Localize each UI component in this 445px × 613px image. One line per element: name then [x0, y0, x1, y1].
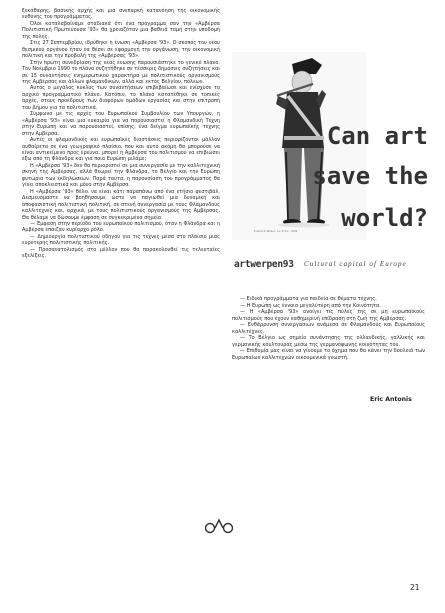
- article-bullet: — Δημιουργία πολιτιστικού οδηγού για τις τέχνες μέσα στο πλαίσιο μιας ευρύτερης πολιτιστικής πολιτικής.: [22, 233, 220, 247]
- article-bullet: — Επιθυμία μας είναι να γίνουμε το όχημα που θα κάνει την δουλειά των Ευρωπαίων καλλιτεχνών οικουμενικά γνωστή.: [232, 348, 425, 361]
- ad-headline-line: save the: [312, 162, 428, 190]
- painting-caption: Edouard Manet, Le Fifre, 1866: [254, 230, 298, 233]
- decorative-ornament-icon: [202, 518, 236, 536]
- ad-headline-line: world?: [341, 204, 428, 232]
- article-paragraph: Αυτός ο μεγάλος κύκλος των συναντήσεων επιβεβαίωσε και ενίσχυσε το αρχικό προγραμματικό πλάνο. Κατόπιν, το πλάνο κατατέθηκε σε τοπικές αρχές, στους προέδρους των διαφόρων ομάδων εργασίας και στην επιτροπή του Δήμου για τα πολιτιστικά.: [22, 85, 220, 111]
- article-bullet: — Ενθάρρυνση συνεργασιών ανάμεσα σε Φλαμανδούς και Ευρωπαίους καλλιτέχνες.: [232, 322, 425, 335]
- article-paragraph: ξεκάθαρης, βασικής αρχής και μια ανεπαρκή κατανόηση της οικονομικής ευθύνης του προγράμματος.: [22, 8, 220, 21]
- artwerpen-brand-logo: [232, 259, 432, 273]
- article-paragraph: Σύμφωνα με τις αρχές του Ευρωπαϊκού Συμβουλίου των Υπουργών, η «Αμβέρσα '93» είναι μια ευκαιρία για να παρουσιαστεί η Φλαμανδική Τέχνη στην Ευρώπη και να παρουσιαστεί, επίσης, ένα δείγμα ευρωπαϊκής τέχνης στην Αμβέρσα.: [22, 111, 220, 137]
- article-paragraph: Στην πρώτη συνεδρίαση της νέας ένωσης παρουσιάστηκε το γενικό πλάνο. Τον Νοέμβριο 1990 το πλάνο συζητήθηκε σε τέσσερις δημόσιες συζητήσεις και σε 15 συναντήσεις ενημερωτικού χαρακτήρα με πολιτιστικούς οργανισμούς της Αμβέρσας και άλλων φλαμανδικών, αλλά και εκτός Βελγίου, πόλεων.: [22, 59, 220, 85]
- article-bullet: — Η Ευρώπη ως έννοια μεγαλύτερη από την Κοινότητα.: [240, 302, 381, 309]
- article-paragraph: Αυτές οι φλαμανδικές και ευρωπαϊκές διαστάσεις περιορίζονται μάλλον αυθαίρετα σε ένα γεωγραφικό πλαίσιο, που και αυτό ακόμη θα μπορούσε να είναι αντικείμενο προς έρευνα: μπορεί η Αμβέρσα του πολιτισμού να επιβιώσει έξω από τη Φλάνδρα και για ποια Ευρώπη μιλάμε;: [22, 137, 220, 163]
- article-paragraph: Όλοι καταλαβαίναμε σταδιακά ότι ένα πρόγραμμα σαν την «Αμβέρσα Πολιτιστική Πρωτεύουσα '93» θα χρειαζόταν μια βαθειά τομή στην υποδομή της πόλης.: [22, 20, 220, 40]
- right-article-column: [232, 296, 425, 361]
- article-bullet: — Η «Αμβέρσα '93» ανοίγει τις πύλες της σε μη ευρωπαϊκούς πολιτισμούς που έχουν καθημερινή επίδραση στη ζωή της Αμβέρσας.: [232, 309, 425, 322]
- brand-tagline: Cultural capital of Europe: [304, 260, 407, 268]
- article-paragraph: Στις 27 Σεπτεμβρίου, ιδρύθηκε η ένωση «Αμβέρσα '93». Ο σκοπός του νέου θεσμικού οργάνου ήταν να θέσει σε εφαρμογή την οργάνωση, την οικονομική πολιτική και την προβολή της «Αμβέρσας '93».: [22, 40, 220, 60]
- article-paragraph: Η «Αμβέρσα '93» θέλει να είναι κάτι παραπάνω από ένα ετήσιο φεστιβάλ. Δεσμευόμαστε να βοηθήσουμε ώστε να παγιωθεί μια δυναμική και αποφασιστική πολιτιστική πολιτική, σε στενή συνεργασία με τους Φλαμανδούς καλλιτέχνες και, αρχικά, με τους πολιτιστικούς οργανισμούς της Αμβέρσας. Θα θέλαμε να δώσουμε έμφαση σε συγκεκριμένα σημεία.: [22, 188, 220, 221]
- brand-name: artwerpen93: [234, 259, 294, 270]
- page-number: 21: [410, 583, 420, 592]
- advertisement: [232, 52, 428, 244]
- article-bullet: — Το Βέλγιο ως σημείο συνάντησης της ολλανδικής, γαλλικής και γερμανικής κουλτούρας μέσω της γερμανόφωνης κοινότητας του.: [232, 335, 425, 348]
- article-bullet: — Προσανατολισμός στο μέλλον που θα παρακολουθεί τις τελευταίες εξελίξεις.: [22, 246, 220, 260]
- article-paragraph: Η «Αμβέρσα '93» δεν θα περιοριστεί σε μια συνεργασία με την καλλιτεχνική σκηνή της Αμβέρσας, αλλά θεωρεί την Φλάνδρα, το Βέλγιο και την Ευρώπη φυτώρια των εκδηλώσεων. Παρά ταύτα, η παρουσίαση του προγράμματος θα γίνει αποκλειστικά και μόνο στην Αμβέρσα.: [22, 162, 220, 189]
- author-signature: Eric Antonis: [370, 396, 412, 403]
- left-article-column: [22, 8, 220, 260]
- ad-headline-line: Can art: [326, 122, 428, 150]
- article-bullet: — Ειδικά προγράμματα για παιδεία σε θέματα τέχνης.: [240, 296, 377, 302]
- article-bullet: — Έμφαση στην περίοδο του ευρωπαϊκού πολιτισμού, όταν η Φλάνδρα και η Αμβέρσα έπαιζαν κυρίαρχο ρόλο.: [22, 220, 220, 234]
